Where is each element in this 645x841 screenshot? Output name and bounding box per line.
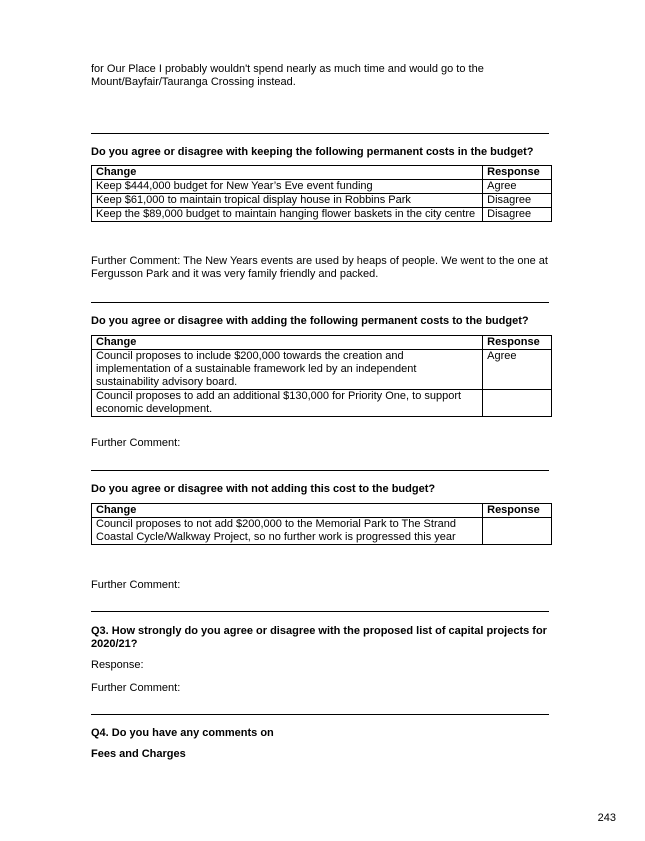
change-cell: Keep the $89,000 budget to maintain hanging flower baskets in the city centre [92,208,483,222]
change-header: Change [92,504,483,518]
table-row [92,518,552,545]
change-cell: Council proposes to not add $200,000 to the Memorial Park to The Strand Coastal Cycle/Walkway Project, so no further work is progressed this year [92,518,483,545]
q3-comment: Further Comment: [91,682,181,694]
response-header: Response [483,504,552,518]
q3-question-block [91,625,549,651]
page-number: 243 [597,812,616,824]
response-cell [483,390,552,417]
table-row [92,194,552,208]
response-cell: Disagree [483,208,552,222]
divider-rule [91,302,549,303]
change-cell: Council proposes to include $200,000 towards the creation and implementation of a sustainable framework led by an independent sustainability advisory board. [92,350,483,390]
table-row [92,208,552,222]
section2-question: Do you agree or disagree with adding the following permanent costs to the budget? [91,315,529,327]
table-row [92,390,552,417]
divider-rule [91,611,549,612]
section2-question-block [91,315,549,328]
section3-question: Do you agree or disagree with not adding this cost to the budget? [91,483,436,495]
q3-comment-block [91,682,549,695]
section2-comment: Further Comment: [91,437,181,449]
response-cell [483,518,552,545]
table-row [92,180,552,194]
section3-comment: Further Comment: [91,579,181,591]
section2-comment-block [91,437,549,450]
section3-comment-block [91,579,549,592]
section2-table [91,335,552,417]
response-cell: Agree [483,180,552,194]
response-header: Response [483,336,552,350]
change-header: Change [92,166,483,180]
q4-subheading: Fees and Charges [91,748,186,760]
change-cell: Council proposes to add an additional $130,000 for Priority One, to support economic development. [92,390,483,417]
change-cell: Keep $444,000 budget for New Year’s Eve event funding [92,180,483,194]
q4-question-block [91,727,549,740]
response-header: Response [483,166,552,180]
divider-rule [91,714,549,715]
response-cell: Agree [483,350,552,390]
q4-question: Q4. Do you have any comments on [91,727,274,739]
table-header-row [92,166,552,180]
q4-subheading-block [91,748,549,761]
q3-response-label: Response: [91,659,144,671]
divider-rule [91,133,549,134]
table-header-row [92,336,552,350]
divider-rule [91,470,549,471]
q3-question: Q3. How strongly do you agree or disagree with the proposed list of capital projects for 2020/21? [91,625,547,650]
table-header-row [92,504,552,518]
intro-text: for Our Place I probably wouldn't spend nearly as much time and would go to the Mount/Bayfair/Tauranga Crossing instead. [91,63,484,88]
section1-comment: Further Comment: The New Years events are used by heaps of people. We went to the one at Fergusson Park and it was very family friendly and packed. [91,255,548,280]
table-row [92,350,552,390]
section1-table [91,165,552,222]
section3-question-block [91,483,549,496]
q3-response-block [91,659,549,672]
section1-comment-block [91,255,549,281]
section1-question-block [91,146,549,159]
section1-question: Do you agree or disagree with keeping the following permanent costs in the budget? [91,146,534,158]
change-header: Change [92,336,483,350]
intro-paragraph [91,63,549,89]
change-cell: Keep $61,000 to maintain tropical display house in Robbins Park [92,194,483,208]
section3-table [91,503,552,545]
response-cell: Disagree [483,194,552,208]
